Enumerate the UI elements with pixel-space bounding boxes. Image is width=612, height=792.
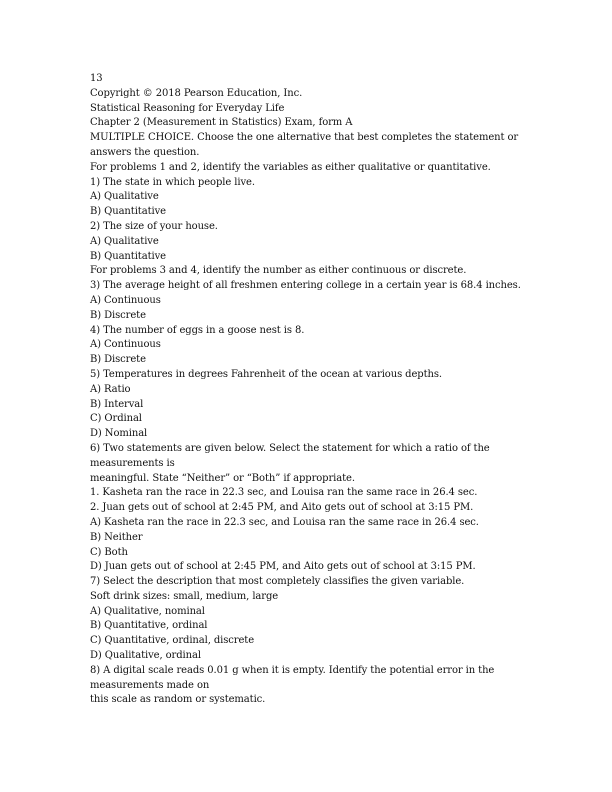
question-4: 4) The number of eggs in a goose nest is 8.	[90, 324, 305, 336]
q7-choice-b: B) Quantitative, ordinal	[90, 620, 208, 632]
q6-statement-1: 1. Kasheta ran the race in 22.3 sec, and Louisa ran the same race in 26.4 sec.	[90, 487, 478, 499]
q5-choice-b: B) Interval	[90, 398, 144, 410]
question-3: 3) The average height of all freshmen entering college in a certain year is 68.4 inches.	[90, 280, 521, 292]
instructions-line: answers the question.	[90, 146, 200, 158]
q6-statement-2: 2. Juan gets out of school at 2:45 PM, and Aito gets out of school at 3:15 PM.	[90, 502, 474, 514]
page-number: 13	[90, 73, 103, 84]
q6-choice-a: A) Kasheta ran the race in 22.3 sec, and Louisa ran the same race in 26.4 sec.	[90, 516, 479, 528]
section-directive: For problems 1 and 2, identify the variables as either qualitative or quantitative.	[90, 161, 491, 173]
section-directive: For problems 3 and 4, identify the number as either continuous or discrete.	[90, 265, 467, 277]
copyright-notice: Copyright © 2018 Pearson Education, Inc.	[90, 87, 303, 99]
question-7: 7) Select the description that most completely classifies the given variable.	[90, 576, 465, 588]
q4-choice-a: A) Continuous	[90, 339, 161, 351]
question-8-continued: measurements made on	[90, 679, 210, 691]
q7-variable: Soft drink sizes: small, medium, large	[90, 590, 279, 602]
question-8: 8) A digital scale reads 0.01 g when it is empty. Identify the potential error in the	[90, 664, 495, 676]
q6-choice-b: B) Neither	[90, 531, 143, 543]
exam-title: Chapter 2 (Measurement in Statistics) Exam, form A	[90, 117, 353, 129]
q2-choice-a: A) Qualitative	[90, 235, 159, 247]
question-2: 2) The size of your house.	[90, 220, 218, 232]
question-1: 1) The state in which people live.	[90, 176, 255, 188]
q5-choice-d: D) Nominal	[90, 428, 148, 440]
q5-choice-c: C) Ordinal	[90, 413, 142, 425]
question-8-continued: this scale as random or systematic.	[90, 694, 266, 706]
q1-choice-a: A) Qualitative	[90, 191, 159, 203]
q7-choice-d: D) Qualitative, ordinal	[90, 650, 201, 662]
question-6-continued: meaningful. State “Neither” or “Both” if appropriate.	[90, 472, 355, 484]
q6-choice-d: D) Juan gets out of school at 2:45 PM, and Aito gets out of school at 3:15 PM.	[90, 561, 476, 573]
q7-choice-c: C) Quantitative, ordinal, discrete	[90, 635, 255, 647]
q7-choice-a: A) Qualitative, nominal	[90, 605, 205, 617]
book-title: Statistical Reasoning for Everyday Life	[90, 102, 285, 114]
instructions-line: MULTIPLE CHOICE. Choose the one alternative that best completes the statement or	[90, 132, 519, 144]
q2-choice-b: B) Quantitative	[90, 250, 166, 262]
question-5: 5) Temperatures in degrees Fahrenheit of the ocean at various depths.	[90, 368, 442, 380]
q1-choice-b: B) Quantitative	[90, 206, 166, 218]
q3-choice-a: A) Continuous	[90, 294, 161, 306]
q5-choice-a: A) Ratio	[90, 383, 131, 395]
q3-choice-b: B) Discrete	[90, 309, 146, 321]
question-6-continued: measurements is	[90, 457, 175, 469]
q6-choice-c: C) Both	[90, 546, 128, 558]
q4-choice-b: B) Discrete	[90, 354, 146, 366]
question-6: 6) Two statements are given below. Select the statement for which a ratio of the	[90, 442, 490, 454]
document-body	[90, 72, 520, 708]
